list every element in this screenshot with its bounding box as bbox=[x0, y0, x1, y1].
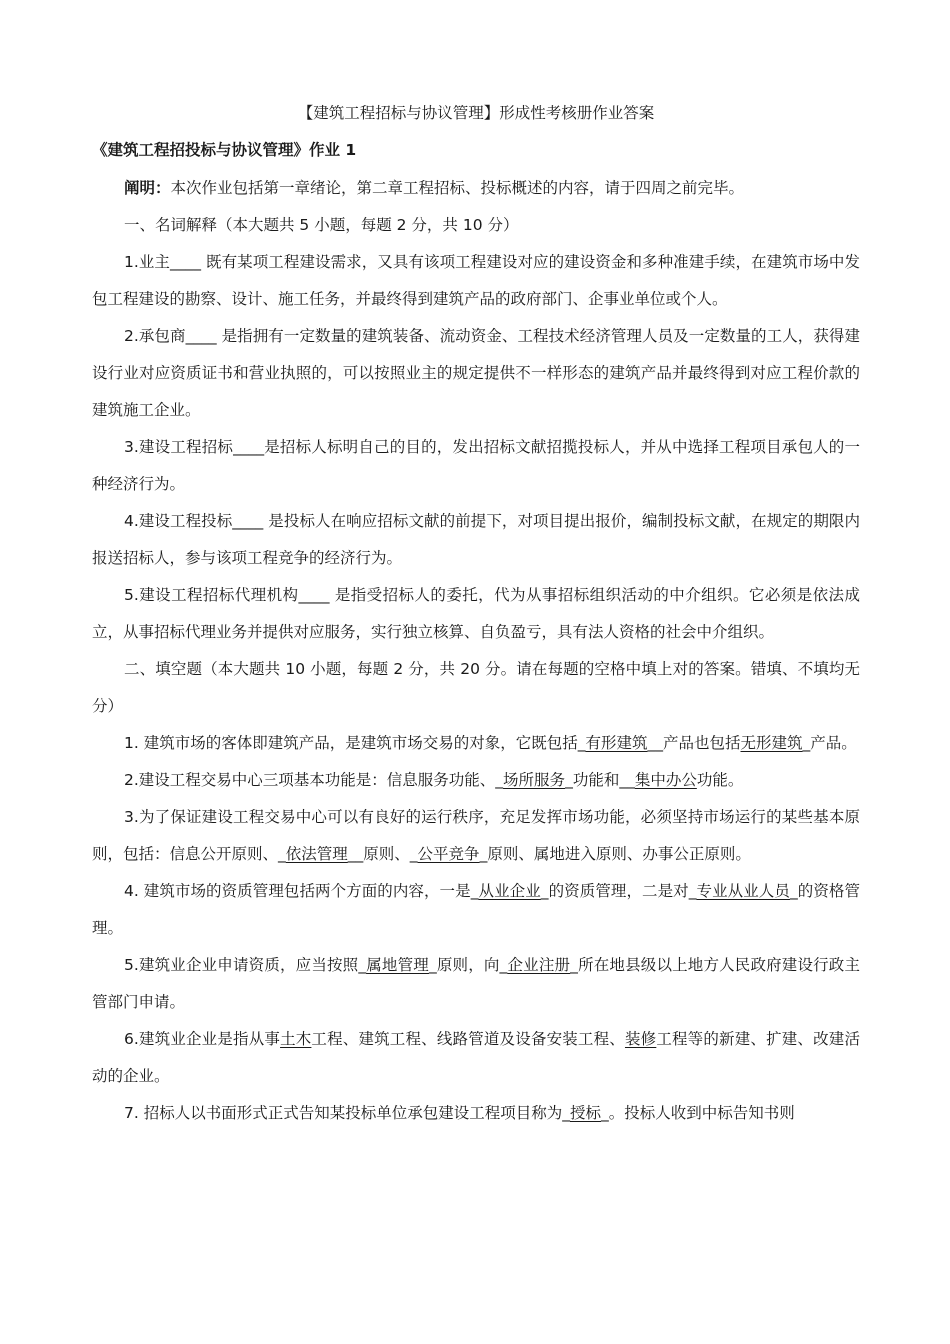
fill-text: 6.建筑业企业是指从事 bbox=[124, 1030, 281, 1048]
fill-text: _原则，向_ bbox=[428, 956, 508, 974]
fill-answer: 授标 bbox=[569, 1104, 601, 1122]
definition-question-4: 4.建设工程投标____ 是投标人在响应招标文献的前提下，对项目提出报价，编制投标文献，在规定的期限内报送招标人，参与该项工程竞争的经济行为。 bbox=[92, 512, 860, 567]
fill-text: 5.建筑业企业申请资质，应当按照_ bbox=[124, 956, 367, 974]
fill-text: 工程等的新建、扩建、改建活动的企业。 bbox=[92, 1030, 860, 1085]
fill-answer: 依法管理 bbox=[285, 845, 348, 863]
section-heading-fill-in: 二、填空题（本大题共 10 小题，每题 2 分，共 20 分。请在每题的空格中填上对的答案。错填、不填均无分） bbox=[92, 660, 860, 715]
fill-answer: 装修 bbox=[624, 1030, 657, 1048]
fill-answer: 从业企业 bbox=[478, 882, 541, 900]
document-subtitle: 《建筑工程招投标与协议管理》作业 1 bbox=[92, 141, 357, 159]
document-body bbox=[92, 98, 860, 1132]
definition-question-1: 1.业主____ 既有某项工程建设需求，又具有该项工程建设对应的建设资金和多种准建手续，在建筑市场中发包工程建设的勘察、设计、施工任务，并最终得到建筑产品的政府部门、企事业单位或个人。 bbox=[92, 253, 860, 308]
fill-answer: 土木 bbox=[280, 1030, 312, 1048]
note-text: 本次作业包括第一章绪论，第二章工程招标、投标概述的内容，请于四周之前完毕。 bbox=[170, 179, 745, 197]
fill-text: 功能。 bbox=[696, 771, 744, 789]
fill-question-6 bbox=[92, 1021, 860, 1095]
fill-text: 1. 建筑市场的客体即建筑产品，是建筑市场交易的对象，它既包括_ bbox=[124, 734, 586, 752]
fill-text: 4. 建筑市场的资质管理包括两个方面的内容，一是_ bbox=[124, 882, 479, 900]
fill-answer: 无形建筑 bbox=[740, 734, 803, 752]
note-label: 阐明： bbox=[124, 179, 171, 197]
fill-question-2 bbox=[92, 762, 860, 799]
fill-answer: 场所服务 bbox=[503, 771, 566, 789]
fill-text: _的资质管理，二是对_ bbox=[540, 882, 697, 900]
fill-question-7 bbox=[92, 1095, 860, 1132]
fill-answer: 专业从业人员 bbox=[696, 882, 790, 900]
fill-text: _的资格管理。 bbox=[92, 882, 860, 937]
fill-answer: 集中办公 bbox=[634, 771, 697, 789]
fill-text: 3.为了保证建设工程交易中心可以有良好的运行秩序，充足发挥市场功能，必须坚持市场运行的某些基本原则，包括：信息公开原则、_ bbox=[92, 808, 860, 863]
fill-question-4 bbox=[92, 873, 860, 947]
section-heading-definitions: 一、名词解释（本大题共 5 小题，每题 2 分，共 10 分） bbox=[124, 216, 519, 234]
document-title: 【建筑工程招标与协议管理】形成性考核册作业答案 bbox=[297, 104, 655, 122]
fill-question-1 bbox=[92, 725, 860, 762]
fill-question-5 bbox=[92, 947, 860, 1021]
fill-text: _产品。 bbox=[802, 734, 857, 752]
fill-text: 工程、建筑工程、线路管道及设备安装工程、 bbox=[311, 1030, 625, 1048]
fill-answer: 有形建筑 bbox=[585, 734, 648, 752]
fill-text: __产品也包括 bbox=[647, 734, 741, 752]
fill-answer: 企业注册 bbox=[507, 956, 571, 974]
fill-answer: 公平竞争 bbox=[417, 845, 480, 863]
fill-text: __原则、_ bbox=[347, 845, 418, 863]
fill-text: _所在地县级以上地方人民政府建设行政主管部门申请。 bbox=[92, 956, 860, 1011]
note-paragraph bbox=[92, 170, 860, 207]
fill-text: 7. 招标人以书面形式正式告知某投标单位承包建设工程项目称为_ bbox=[124, 1104, 570, 1122]
fill-question-3 bbox=[92, 799, 860, 873]
fill-text: 2.建设工程交易中心三项基本功能是：信息服务功能、_ bbox=[124, 771, 504, 789]
definition-question-3: 3.建设工程招标____是招标人标明自己的目的，发出招标文献招揽投标人，并从中选择工程项目承包人的一种经济行为。 bbox=[92, 438, 860, 493]
definition-question-2: 2.承包商____ 是指拥有一定数量的建筑装备、流动资金、工程技术经济管理人员及一定数量的工人，获得建设行业对应资质证书和营业执照的，可以按照业主的规定提供不一样形态的建筑产品并最终得到对应工程价款的建筑施工企业。 bbox=[92, 327, 860, 419]
fill-text: _功能和__ bbox=[565, 771, 635, 789]
fill-text: _原则、属地进入原则、办事公正原则。 bbox=[479, 845, 751, 863]
fill-text: _。投标人收到中标告知书则 bbox=[600, 1104, 795, 1122]
fill-answer: 属地管理 bbox=[366, 956, 429, 974]
definition-question-5: 5.建设工程招标代理机构____ 是指受招标人的委托，代为从事招标组织活动的中介组织。它必须是依法成立，从事招标代理业务并提供对应服务，实行独立核算、自负盈亏，具有法人资格的社会中介组织。 bbox=[92, 586, 860, 641]
